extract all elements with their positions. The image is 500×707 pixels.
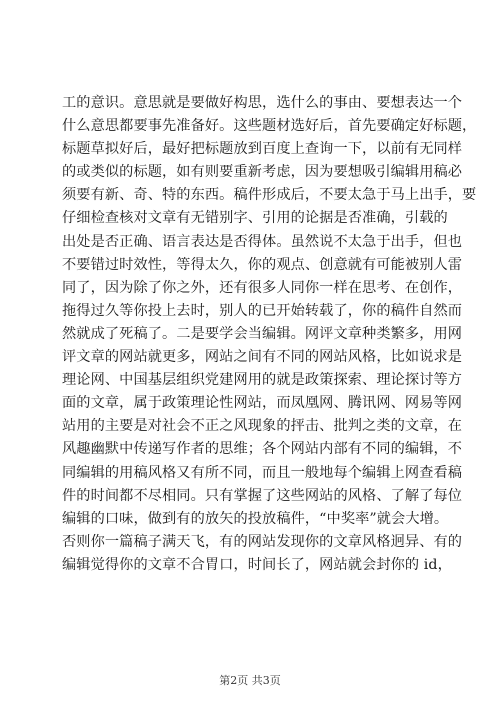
text-line: 标题草拟好后，最好把标题放到百度上查询一下，以前有无同样 <box>62 141 463 158</box>
text-line: 不要错过时效性，等得太久，你的观点、创意就有可能被别人雷 <box>62 256 463 273</box>
text-line: 的或类似的标题，如有则要重新考虑，因为要想吸引编辑用稿必 <box>62 164 463 181</box>
text-line: 评文章的网站就更多，网站之间有不同的网站风格，比如说求是 <box>62 349 463 366</box>
body-text <box>62 92 477 577</box>
text-line: 风趣幽默中传递写作者的思维；各个网站内部有不同的编辑，不 <box>62 441 463 458</box>
text-line: 拖得过久等你投上去时，别人的已开始转载了，你的稿件自然而 <box>62 302 463 319</box>
text-line: 然就成了死稿了。二是要学会当编辑。网评文章种类繁多，用网 <box>62 325 463 342</box>
text-line: 站用的主要是对社会不正之风现象的抨击、批判之类的文章，在 <box>62 418 463 435</box>
text-line: 仔细检查核对文章有无错别字、引用的论据是否准确，引载的 <box>62 210 448 227</box>
text-line: 理论网、中国基层组织党建网用的就是政策探索、理论探讨等方 <box>62 372 463 389</box>
text-line: 编辑觉得你的文章不合胃口，时间长了，网站就会封你的 id， <box>62 556 452 573</box>
text-line: 须要有新、奇、特的东西。稿件形成后，不要太急于马上出手，要 <box>62 187 477 204</box>
text-line: 件的时间都不尽相同。只有掌握了这些网站的风格、了解了每位 <box>62 487 463 504</box>
text-line: 工的意识。意思就是要做好构思，选什么的事由、要想表达一个 <box>62 95 463 111</box>
text-line: 出处是否正确、语言表达是否得体。虽然说不太急于出手，但也 <box>62 233 463 250</box>
text-line: 面的文章，属于政策理论性网站，而凤凰网、腾讯网、网易等网 <box>62 395 463 412</box>
text-line: 同了，因为除了你之外，还有很多人同你一样在思考、在创作， <box>62 279 463 296</box>
text-line: 同编辑的用稿风格又有所不同，而且一般地每个编辑上网查看稿 <box>62 464 463 481</box>
text-line: 否则你一篇稿子满天飞，有的网站发现你的文章风格迥异、有的 <box>62 533 463 550</box>
text-line: 什么意思都要事先准备好。这些题材选好后，首先要确定好标题， <box>62 118 477 135</box>
text-line: 编辑的口味，做到有的放矢的投放稿件，“中奖率”就会大增。 <box>62 510 449 527</box>
page-footer: 第2页 共3页 <box>219 674 281 687</box>
